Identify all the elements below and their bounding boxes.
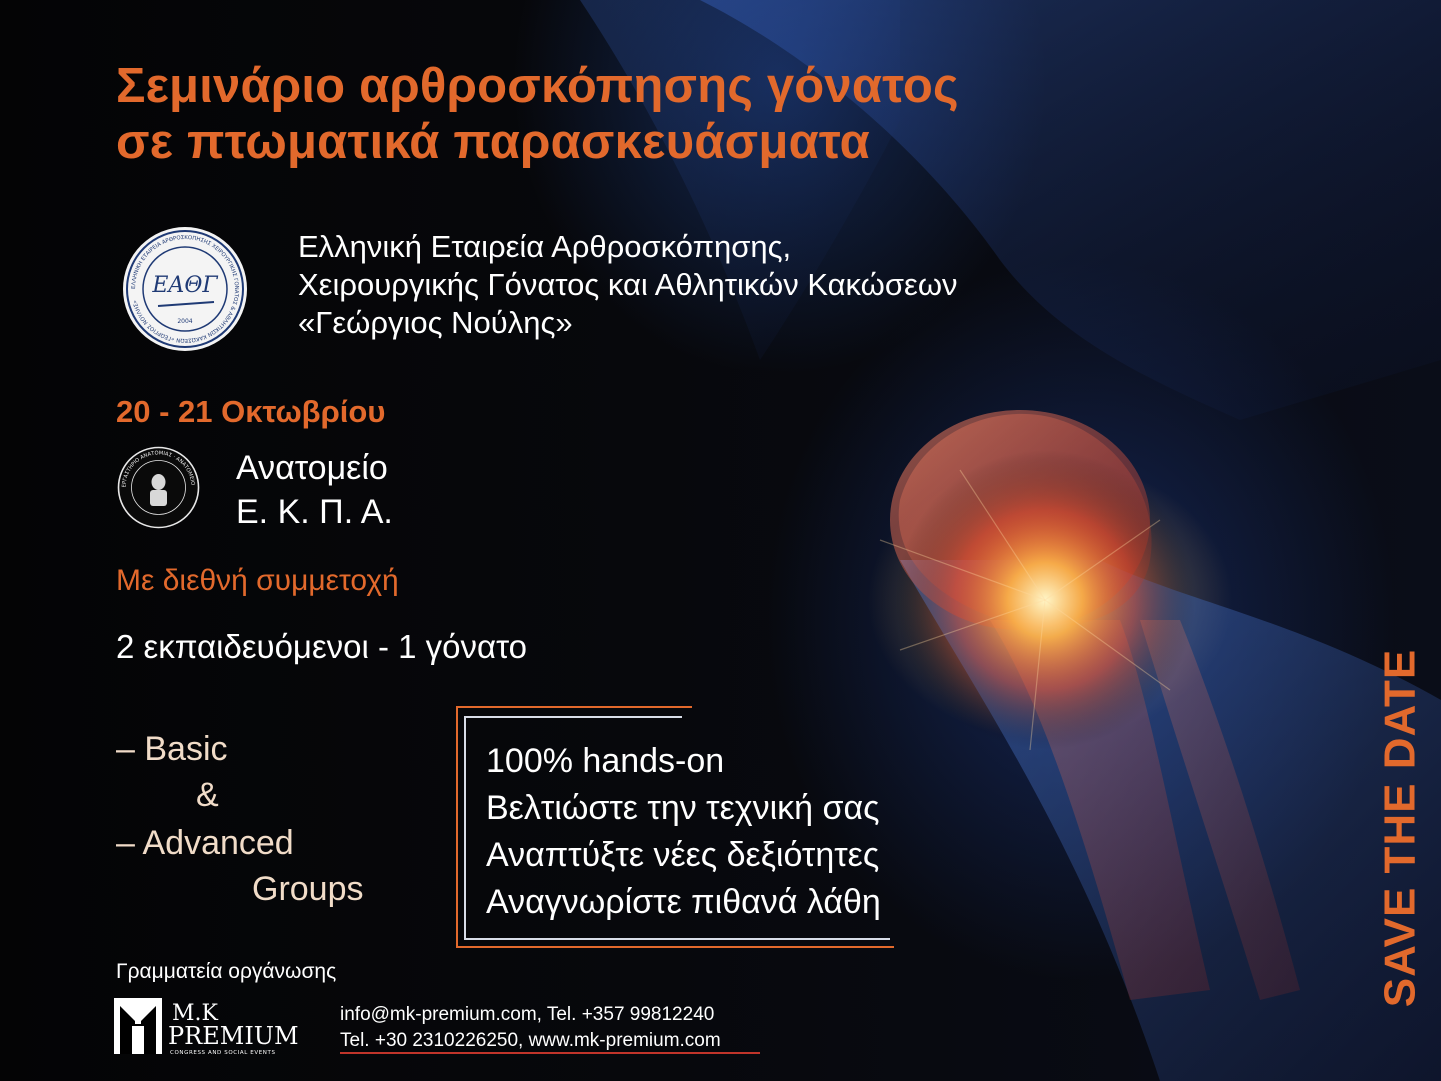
group-groups-word: Groups (252, 870, 364, 908)
society-name (298, 228, 1198, 342)
frame-light-top (464, 716, 682, 718)
venue-line-2: Ε. Κ. Π. Α. (236, 493, 393, 531)
seminar-title (116, 58, 1196, 170)
title-line-2: σε πτωματικά παρασκευάσματα (116, 115, 870, 169)
group-basic: – Basic (116, 730, 228, 768)
anatomy-logo-ring-text: ΕΡΓΑΣΤΗΡΙΟ ΑΝΑΤΟΜΙΑΣ · ΑΝΑΤΟΜΕΙΟ (121, 450, 196, 488)
save-the-date-text: SAVE THE DATE (1375, 648, 1425, 1007)
society-name-line-2: Χειρουργικής Γόνατος και Αθλητικών Κακώσεων (298, 267, 958, 302)
benefits-list (486, 738, 881, 926)
society-name-line-1: Ελληνική Εταιρεία Αρθροσκόπησης, (298, 229, 792, 264)
venue (236, 446, 393, 534)
society-logo-year: 2004 (177, 318, 193, 325)
organizer-label: Γραμματεία οργάνωσης (116, 960, 337, 983)
mk-logo-mk: M.K (172, 1001, 218, 1026)
society-logo (122, 226, 248, 352)
anatomy-lab-logo (117, 446, 200, 529)
international-participation: Με διεθνή συμμετοχή (116, 564, 399, 597)
frame-orange-bottom (456, 946, 894, 948)
benefit-item: Βελτιώστε την τεχνική σας (486, 789, 880, 827)
group-advanced: – Advanced (116, 824, 294, 862)
contact-underline (340, 1052, 760, 1054)
mk-logo-tagline: CONGRESS AND SOCIAL EVENTS (170, 1050, 276, 1056)
society-logo-ring-text: ΕΛΛΗΝΙΚΗ ΕΤΑΙΡΕΙΑ ΑΡΘΡΟΣΚΟΠΗΣΗΣ ΧΕΙΡΟΥΡΓΙΚΗΣ ΓΟΝΑΤΟΣ & ΑΘΛΗΤΙΚΩΝ ΚΑΚΩΣΕΩΝ «ΓΕΩΡΓΙΟΣ ΝΟΥΛΗΣ» (130, 234, 240, 344)
contact-line-2: Tel. +30 2310226250, www.mk-premium.com (340, 1030, 721, 1051)
frame-light-left (464, 716, 466, 938)
event-dates: 20 - 21 Οκτωβρίου (116, 394, 386, 429)
contact-line-1: info@mk-premium.com, Tel. +357 99812240 (340, 1004, 715, 1025)
society-logo-letters: ΕΑΘΓ (152, 273, 218, 298)
save-the-date (1376, 600, 1424, 1055)
frame-light-bottom (464, 938, 890, 940)
group-ampersand: & (196, 776, 219, 814)
title-line-1: Σεμινάριο αρθροσκόπησης γόνατος (116, 59, 959, 113)
benefit-item: Αναπτύξτε νέες δεξιότητες (486, 836, 880, 874)
society-name-line-3: «Γεώργιος Νούλης» (298, 305, 573, 340)
mk-logo-premium: PREMIUM (168, 1022, 299, 1050)
trainees-per-knee: 2 εκπαιδευόμενοι - 1 γόνατο (116, 628, 528, 665)
contact-info (340, 1002, 721, 1054)
benefit-item: 100% hands-on (486, 742, 725, 780)
frame-orange-left (456, 706, 458, 948)
mk-premium-logo (114, 996, 324, 1056)
frame-orange-top (456, 706, 692, 708)
benefit-item: Αναγνωρίστε πιθανά λάθη (486, 883, 881, 921)
venue-line-1: Ανατομείο (236, 449, 388, 487)
